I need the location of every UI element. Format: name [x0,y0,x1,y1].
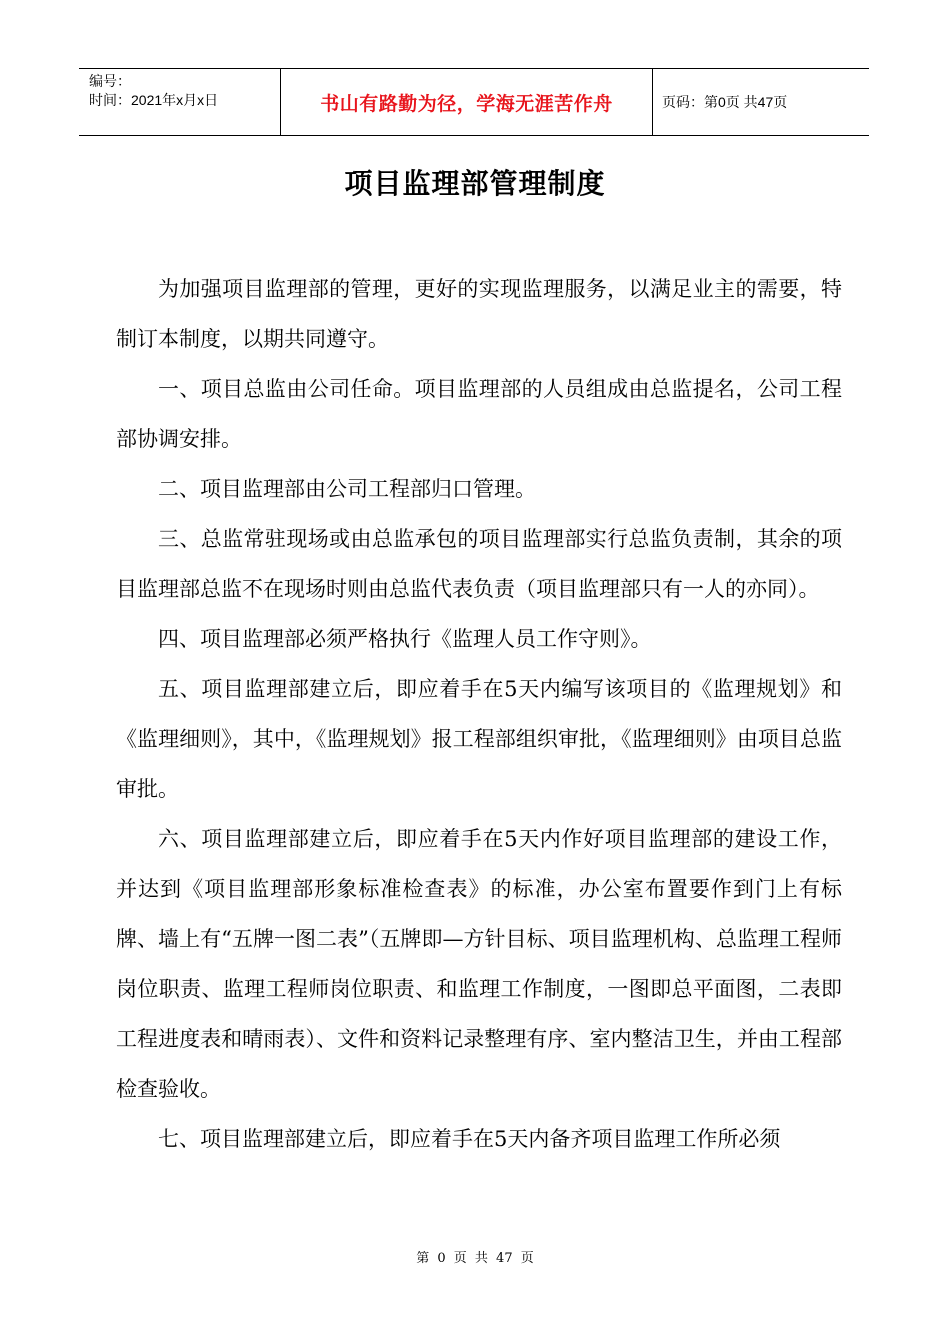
clause-paragraph-5: 五、项目监理部建立后，即应着手在5天内编写该项目的《监理规划》和《监理细则》，其中，《监理规划》报工程部组织审批，《监理细则》由项目总监审批。 [116,677,842,801]
footer-page-number: 第 0 页 共 47 页 [416,1251,534,1266]
intro-paragraph: 为加强项目监理部的管理，更好的实现监理服务，以满足业主的需要，特制订本制度，以期共同遵守。 [116,277,842,351]
document-body [116,264,842,1164]
document-header [79,68,869,136]
document-number-label: 编号： [89,73,131,89]
header-motto: 书山有路勤为径，学海无涯苦作舟 [320,92,613,115]
header-meta-cell [79,69,281,135]
clause-paragraph-1: 一、项目总监由公司任命。项目监理部的人员组成由总监提名，公司工程部协调安排。 [116,377,842,451]
document-title: 项目监理部管理制度 [344,167,606,200]
clause-paragraph-2: 二、项目监理部由公司工程部归口管理。 [158,477,536,501]
clause-paragraph-4: 四、项目监理部必须严格执行《监理人员工作守则》。 [158,627,652,651]
header-motto-cell [281,69,653,135]
clause-paragraph-6: 六、项目监理部建立后，即应着手在5天内作好项目监理部的建设工作，并达到《项目监理部形象标准检查表》的标准，办公室布置要作到门上有标牌、墙上有“五牌一图二表”（五牌即—方针目标、项目监理机构、总监理工程师岗位职责、监理工程师岗位职责、和监理工作制度，一图即总平面图，二表即工程进度表和晴雨表）、文件和资料记录整理有序、室内整洁卫生，并由工程部检查验收。 [116,827,842,1101]
header-page-info: 页码：第0页 共47页 [662,94,788,110]
clause-paragraph-7: 七、项目监理部建立后，即应着手在5天内备齐项目监理工作所必须 [158,1127,781,1151]
header-page-cell [653,69,869,135]
clause-paragraph-3: 三、总监常驻现场或由总监承包的项目监理部实行总监负责制，其余的项目监理部总监不在现场时则由总监代表负责（项目监理部只有一人的亦同）。 [116,527,842,601]
document-time-label: 时间：2021年x月x日 [89,92,219,108]
